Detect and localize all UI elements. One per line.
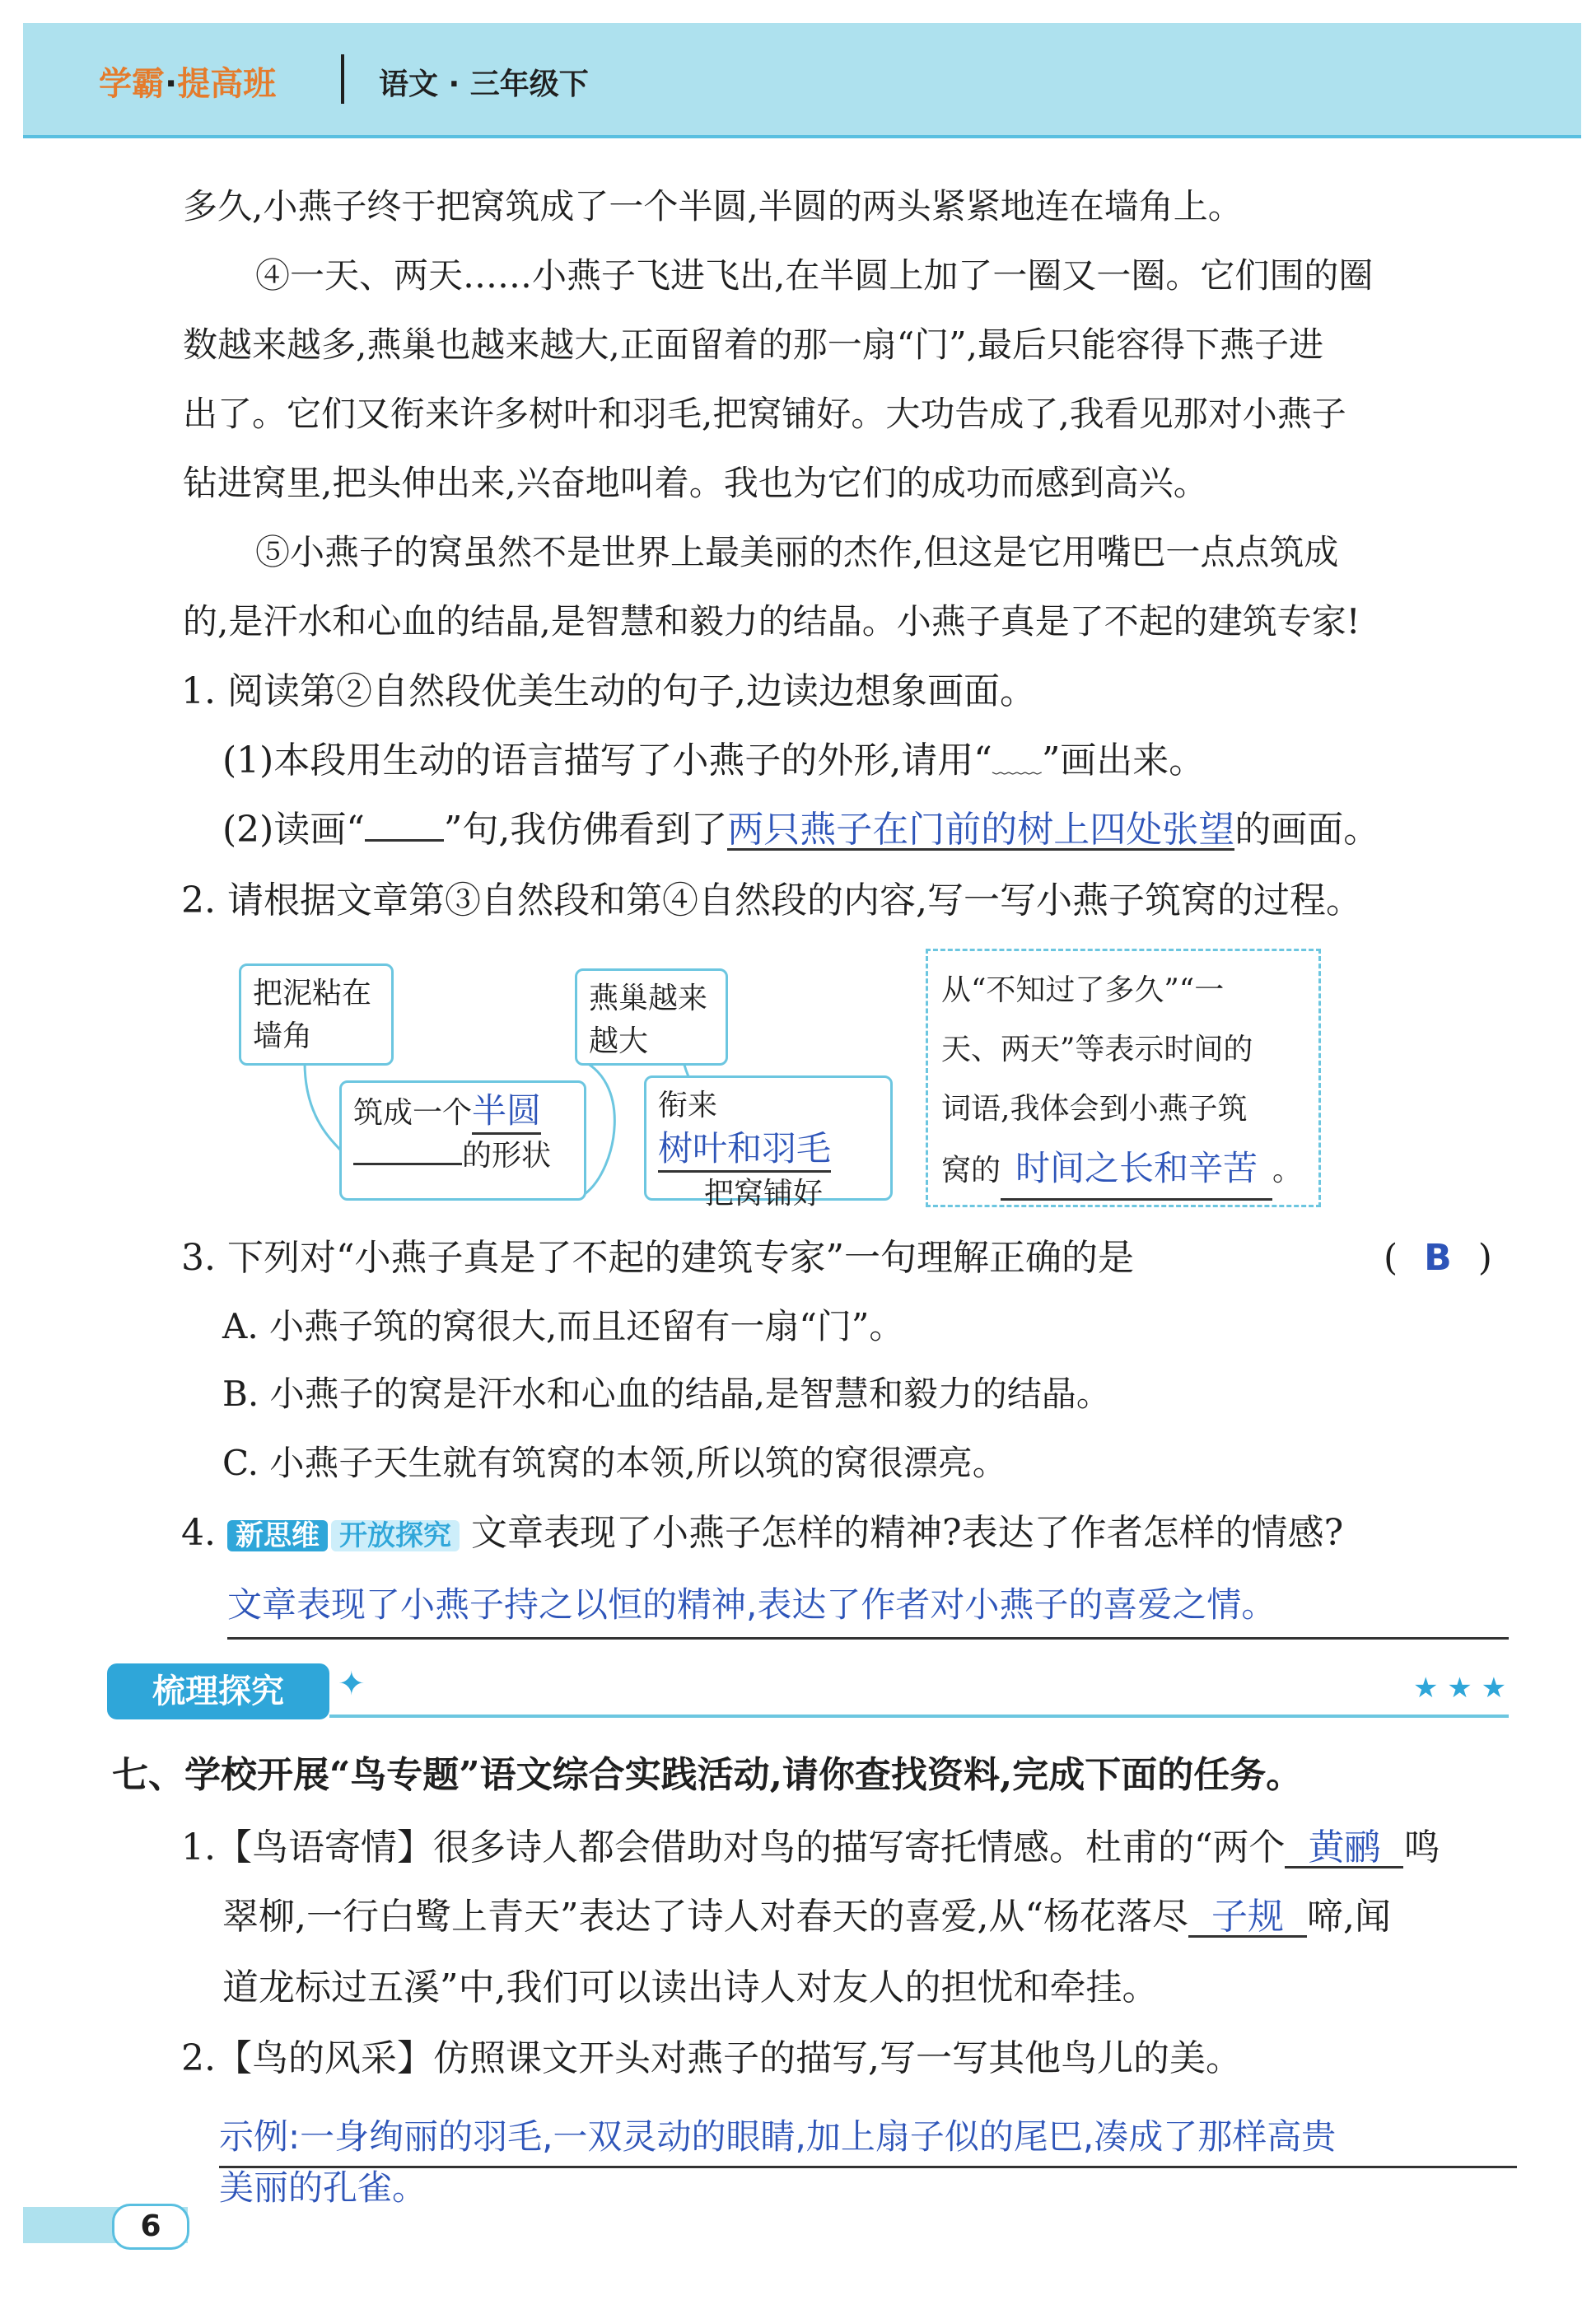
- telescope-icon: ✦: [338, 1665, 366, 1703]
- answer-note[interactable]: 时间之长和辛苦: [1001, 1139, 1272, 1201]
- brand-separator: ·: [165, 65, 178, 103]
- option-b: B. 小燕子的窝是汗水和心血的结晶,是智慧和毅力的结晶。: [222, 1374, 1111, 1414]
- diagram-box-4: 衔来树叶和羽毛 把窝铺好: [644, 1075, 893, 1201]
- answer-blank: [353, 1141, 462, 1165]
- section-label: 梳理探究: [107, 1663, 329, 1719]
- passage-line: 出了。它们又衔来许多树叶和羽毛,把窝铺好。大功告成了,我看见那对小燕子: [183, 394, 1346, 434]
- note-line: 从“不知过了多久”“一: [941, 973, 1225, 1007]
- passage-line: 数越来越多,燕巢也越来越大,正面留着的那一扇“门”,最后只能容得下燕子进: [183, 324, 1323, 365]
- diagram-note: [926, 949, 1321, 1207]
- question-1-2: (2)读画“ ”句,我仿佛看到了两只燕子在门前的树上四处张望的画面。: [222, 809, 1380, 851]
- passage-line: ⑤小燕子的窝虽然不是世界上最美丽的杰作,但这是它用嘴巴一点点筑成: [255, 532, 1339, 572]
- answer-7-1-a[interactable]: 黄鹂: [1285, 1830, 1403, 1868]
- header-subject: 语文 · 三年级下: [379, 68, 589, 101]
- passage-line: 钻进窝里,把头伸出来,兴奋地叫着。我也为它们的成功而感到高兴。: [183, 463, 1208, 503]
- section-rule: [329, 1715, 1509, 1718]
- answer-blank[interactable]: [365, 813, 444, 842]
- page-number: 6: [112, 2204, 189, 2250]
- question-1: 1. 阅读第②自然段优美生动的句子,边读边想象画面。: [181, 670, 1036, 712]
- answer-7-1-b[interactable]: 子规: [1188, 1899, 1307, 1938]
- task-7-1-line3: 道龙标过五溪”中,我们可以读出诗人对友人的担忧和牵挂。: [222, 1966, 1159, 2008]
- answer-3[interactable]: B: [1424, 1237, 1452, 1279]
- task-7-1-line2: 翠柳,一行白鹭上青天”表达了诗人对春天的喜爱,从“杨花落尽 子规 啼,闻: [222, 1896, 1391, 1938]
- task-7-2: 2.【鸟的风采】仿照课文开头对燕子的描写,写一写其他鸟儿的美。: [181, 2037, 1242, 2079]
- answer-box4[interactable]: 树叶和羽毛: [658, 1127, 831, 1173]
- answer-paren: ( B ): [1384, 1237, 1492, 1279]
- passage-line: 多久,小燕子终于把窝筑成了一个半圆,半圆的两头紧紧地连在墙角上。: [183, 186, 1243, 226]
- option-c: C. 小燕子天生就有筑窝的本领,所以筑的窝很漂亮。: [222, 1443, 1007, 1483]
- tag-new-thinking: 新思维: [227, 1520, 328, 1551]
- diagram-box-3: 燕巢越来 越大: [575, 968, 728, 1066]
- passage-line: ④一天、两天……小燕子飞进飞出,在半圆上加了一圈又一圈。它们围的圈: [255, 255, 1374, 296]
- brand-name-a: 学霸: [99, 65, 165, 103]
- note-line: 词语,我体会到小燕子筑: [941, 1092, 1248, 1126]
- diagram-box-1: 把泥粘在 墙角: [239, 963, 394, 1066]
- brand-name-b: 提高班: [177, 65, 277, 103]
- option-a: A. 小燕子筑的窝很大,而且还留有一扇“门”。: [222, 1306, 904, 1346]
- answer-1-2[interactable]: 两只燕子在门前的树上四处张望: [727, 809, 1235, 851]
- wavy-mark: ﹏﹏: [992, 750, 1042, 779]
- task-7-title: 七、学校开展“鸟专题”语文综合实践活动,请你查找资料,完成下面的任务。: [112, 1754, 1303, 1796]
- answer-4[interactable]: 文章表现了小燕子持之以恒的精神,表达了作者对小燕子的喜爱之情。: [227, 1578, 1509, 1640]
- header-divider: [341, 54, 344, 104]
- question-3: 3. 下列对“小燕子真是了不起的建筑专家”一句理解正确的是: [181, 1237, 1134, 1279]
- diagram-box-2: 筑成一个半圆 的形状: [339, 1080, 586, 1201]
- question-4: 4. 新思维 开放探究 文章表现了小燕子怎样的精神?表达了作者怎样的情感?: [181, 1512, 1344, 1554]
- answer-7-2-line2[interactable]: 美丽的孔雀。: [219, 2167, 427, 2208]
- note-line: 窝的 时间之长和辛苦 。: [941, 1139, 1305, 1201]
- note-line: 天、两天”等表示时间的: [941, 1033, 1253, 1066]
- tag-open-inquiry: 开放探究: [331, 1520, 460, 1551]
- question-1-1: (1)本段用生动的语言描写了小燕子的外形,请用“﹏﹏”画出来。: [222, 739, 1206, 781]
- brand-logo: [99, 58, 276, 105]
- question-2: 2. 请根据文章第③自然段和第④自然段的内容,写一写小燕子筑窝的过程。: [181, 879, 1362, 921]
- difficulty-stars: ★ ★ ★: [1413, 1672, 1507, 1705]
- task-7-1-line1: 1.【鸟语寄情】很多诗人都会借助对鸟的描写寄托情感。杜甫的“两个 黄鹂 鸣: [181, 1826, 1440, 1868]
- answer-box2[interactable]: 半圆: [472, 1089, 541, 1135]
- answer-7-2-line1[interactable]: 示例:一身绚丽的羽毛,一双灵动的眼睛,加上扇子似的尾巴,凑成了那样高贵: [219, 2110, 1517, 2168]
- passage-line: 的,是汗水和心血的结晶,是智慧和毅力的结晶。小燕子真是了不起的建筑专家!: [183, 601, 1360, 641]
